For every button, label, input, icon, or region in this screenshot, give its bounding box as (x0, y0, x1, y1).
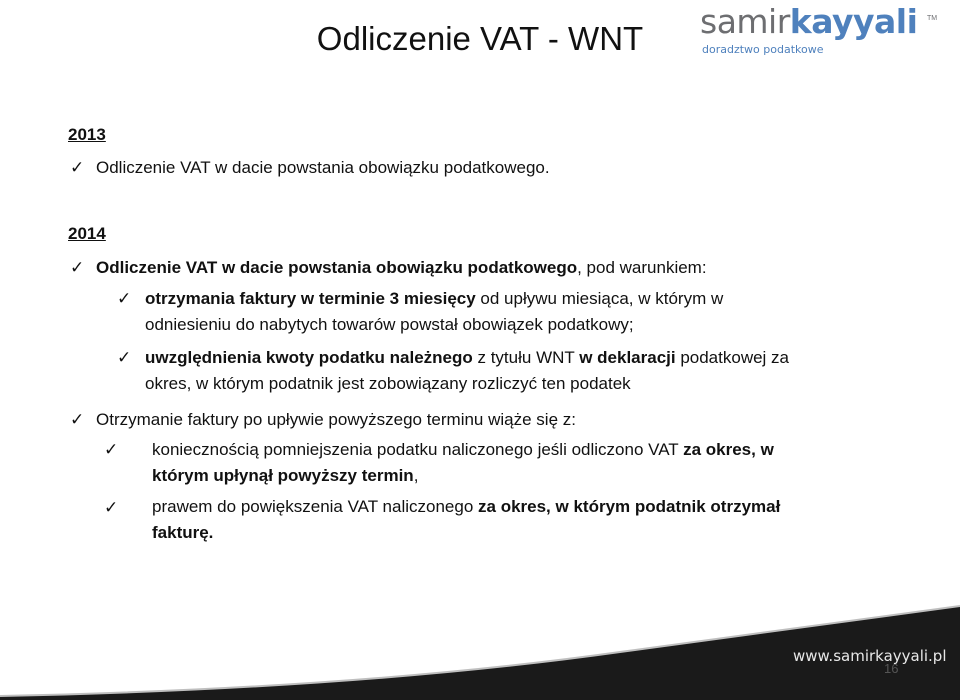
item-text: , (413, 466, 419, 485)
item-text: z tytułu WNT (472, 348, 580, 367)
item-text-line2: okres, w którym podatnik jest zobowiązany rozliczyć ten podatek (145, 374, 631, 393)
item-bold-text: za okres, w którym podatnik otrzymał (478, 497, 781, 516)
list-item (96, 155, 550, 181)
item-text: Odliczenie VAT w dacie powstania obowiązku podatkowego. (96, 158, 550, 177)
item-text: prawem do powiększenia VAT naliczonego (152, 497, 479, 516)
slide-title: Odliczenie VAT - WNT (316, 20, 644, 57)
check-icon: ✓ (70, 258, 85, 278)
check-icon: ✓ (104, 440, 119, 460)
item-text-line2: odniesieniu do nabytych towarów powstał obowiązek podatkowy; (145, 315, 634, 334)
item-bold-text: uwzględnienia kwoty podatku należnego (145, 348, 473, 367)
list-item (145, 286, 945, 338)
check-icon: ✓ (70, 410, 85, 430)
list-item (145, 345, 945, 397)
year-heading-2014: 2014 (68, 224, 106, 243)
item-text: Otrzymanie faktury po upływie powyższego terminu wiąże się z: (96, 410, 576, 429)
item-bold-text: którym upłynął powyższy termin (152, 466, 414, 485)
page-number: 16 (884, 661, 899, 676)
footer-website-url[interactable]: www.samirkayyali.pl (793, 647, 947, 665)
list-item (152, 494, 942, 546)
year-heading-2013: 2013 (68, 125, 106, 144)
logo-trademark: TM (927, 15, 938, 22)
item-bold-text: w deklaracji (579, 348, 676, 367)
logo-part1: samir (700, 2, 790, 41)
check-icon: ✓ (117, 348, 132, 368)
item-bold-text: otrzymania faktury w terminie 3 miesięcy (145, 289, 476, 308)
check-icon: ✓ (117, 289, 132, 309)
logo-subtitle: doradztwo podatkowe (702, 43, 824, 56)
list-item (96, 407, 576, 433)
check-icon: ✓ (104, 498, 119, 518)
logo-part2: kayyali (789, 2, 918, 41)
item-text: , pod warunkiem: (577, 258, 707, 277)
list-item (96, 255, 707, 281)
list-item (152, 437, 942, 489)
item-bold-text: za okres, w (683, 440, 774, 459)
check-icon: ✓ (70, 158, 85, 178)
item-bold-text: Odliczenie VAT w dacie powstania obowiązku podatkowego (96, 258, 578, 277)
item-text: podatkowej za (675, 348, 789, 367)
item-bold-text: fakturę. (152, 523, 214, 542)
item-text: od upływu miesiąca, w którym w (475, 289, 724, 308)
item-text: koniecznością pomniejszenia podatku naliczonego jeśli odliczono VAT (152, 440, 684, 459)
